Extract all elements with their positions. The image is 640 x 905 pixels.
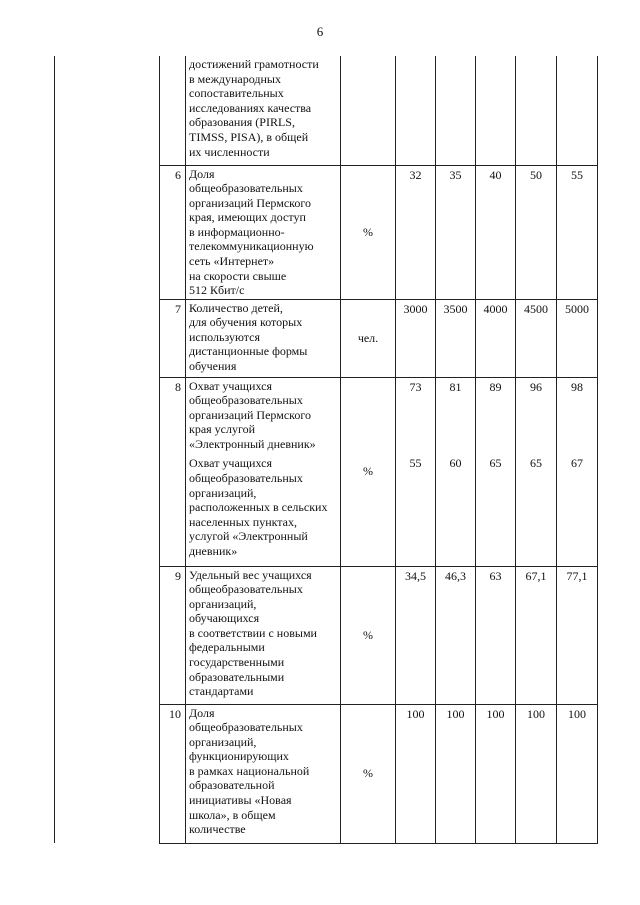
value-cell: 32 (396, 165, 436, 299)
indicator-name: Количество детей, для обучения которых используются дистанционные формы обучения (186, 299, 341, 377)
value-cell: 4000 (476, 299, 516, 377)
row-number (160, 56, 186, 165)
table-row (160, 56, 598, 165)
row-number: 8 (160, 377, 186, 566)
value-cell (476, 56, 516, 165)
value-cell: 100 (396, 704, 436, 843)
value-secondary: 60 (449, 456, 462, 471)
unit: % (341, 566, 396, 704)
page-number: 6 (316, 24, 324, 39)
indicator-name: Доля общеобразовательных организаций Пермского края, имеющих доступ в информационно- телекоммуникационную сеть «Интернет» на скорости свыше 512 Кбит/с (186, 165, 341, 299)
value-cell (516, 56, 557, 165)
value-cell (436, 377, 476, 566)
indicator-subname: Охват учащихся общеобразовательных организаций, расположенных в сельских населенных пунктах, услугой «Электронный дневник» (189, 456, 328, 559)
value-cell: 100 (557, 704, 598, 843)
indicator-name: достижений грамотности в международных сопоставительных исследованиях качества образования (PIRLS, TIMSS, PISA), в общей их численности (186, 56, 341, 165)
value-cell (516, 377, 557, 566)
unit: чел. (341, 299, 396, 377)
value-secondary: 55 (409, 456, 422, 471)
value-cell: 46,3 (436, 566, 476, 704)
unit (341, 56, 396, 165)
value-cell: 100 (476, 704, 516, 843)
row-number: 10 (160, 704, 186, 843)
value-cell (436, 56, 476, 165)
unit: % (341, 377, 396, 566)
table-row (160, 165, 598, 299)
value-cell (557, 377, 598, 566)
value-cell: 35 (436, 165, 476, 299)
value-cell (476, 377, 516, 566)
value-primary: 81 (449, 379, 462, 394)
value-secondary: 65 (489, 456, 502, 471)
value-cell: 77,1 (557, 566, 598, 704)
table-row (160, 566, 598, 704)
indicator-name: Доля общеобразовательных организаций, функционирующих в рамках национальной образовательной инициативы «Новая школа», в общем количестве (186, 704, 341, 843)
value-cell (396, 377, 436, 566)
table-row (160, 704, 598, 843)
value-primary: 98 (571, 379, 583, 394)
value-cell: 100 (436, 704, 476, 843)
table-row (160, 377, 598, 566)
value-cell: 50 (516, 165, 557, 299)
value-primary: 89 (489, 379, 502, 394)
value-cell: 40 (476, 165, 516, 299)
value-cell: 63 (476, 566, 516, 704)
value-secondary: 65 (530, 456, 542, 471)
indicators-table (159, 56, 598, 844)
value-cell: 3500 (436, 299, 476, 377)
value-cell: 100 (516, 704, 557, 843)
row-number: 6 (160, 165, 186, 299)
value-cell: 3000 (396, 299, 436, 377)
value-cell: 34,5 (396, 566, 436, 704)
row-number: 9 (160, 566, 186, 704)
value-cell: 67,1 (516, 566, 557, 704)
value-primary: 73 (409, 379, 422, 394)
value-cell: 5000 (557, 299, 598, 377)
indicator-name: Охват учащихся общеобразовательных организаций Пермского края услугой «Электронный дневник» Охват учащихся общеобразовательных организаций, расположенных в сельских населенных пунктах, услугой «Электронный дневник» (186, 377, 341, 566)
unit: % (341, 704, 396, 843)
table-row (160, 299, 598, 377)
value-cell (557, 56, 598, 165)
value-cell (396, 56, 436, 165)
value-cell: 55 (557, 165, 598, 299)
value-cell: 4500 (516, 299, 557, 377)
unit: % (341, 165, 396, 299)
left-margin-rule (54, 56, 55, 843)
value-primary: 96 (530, 379, 542, 394)
value-secondary: 67 (571, 456, 583, 471)
row-number: 7 (160, 299, 186, 377)
indicator-name: Удельный вес учащихся общеобразовательных организаций, обучающихся в соответствии с новыми федеральными государственными образовательными стандартами (186, 566, 341, 704)
